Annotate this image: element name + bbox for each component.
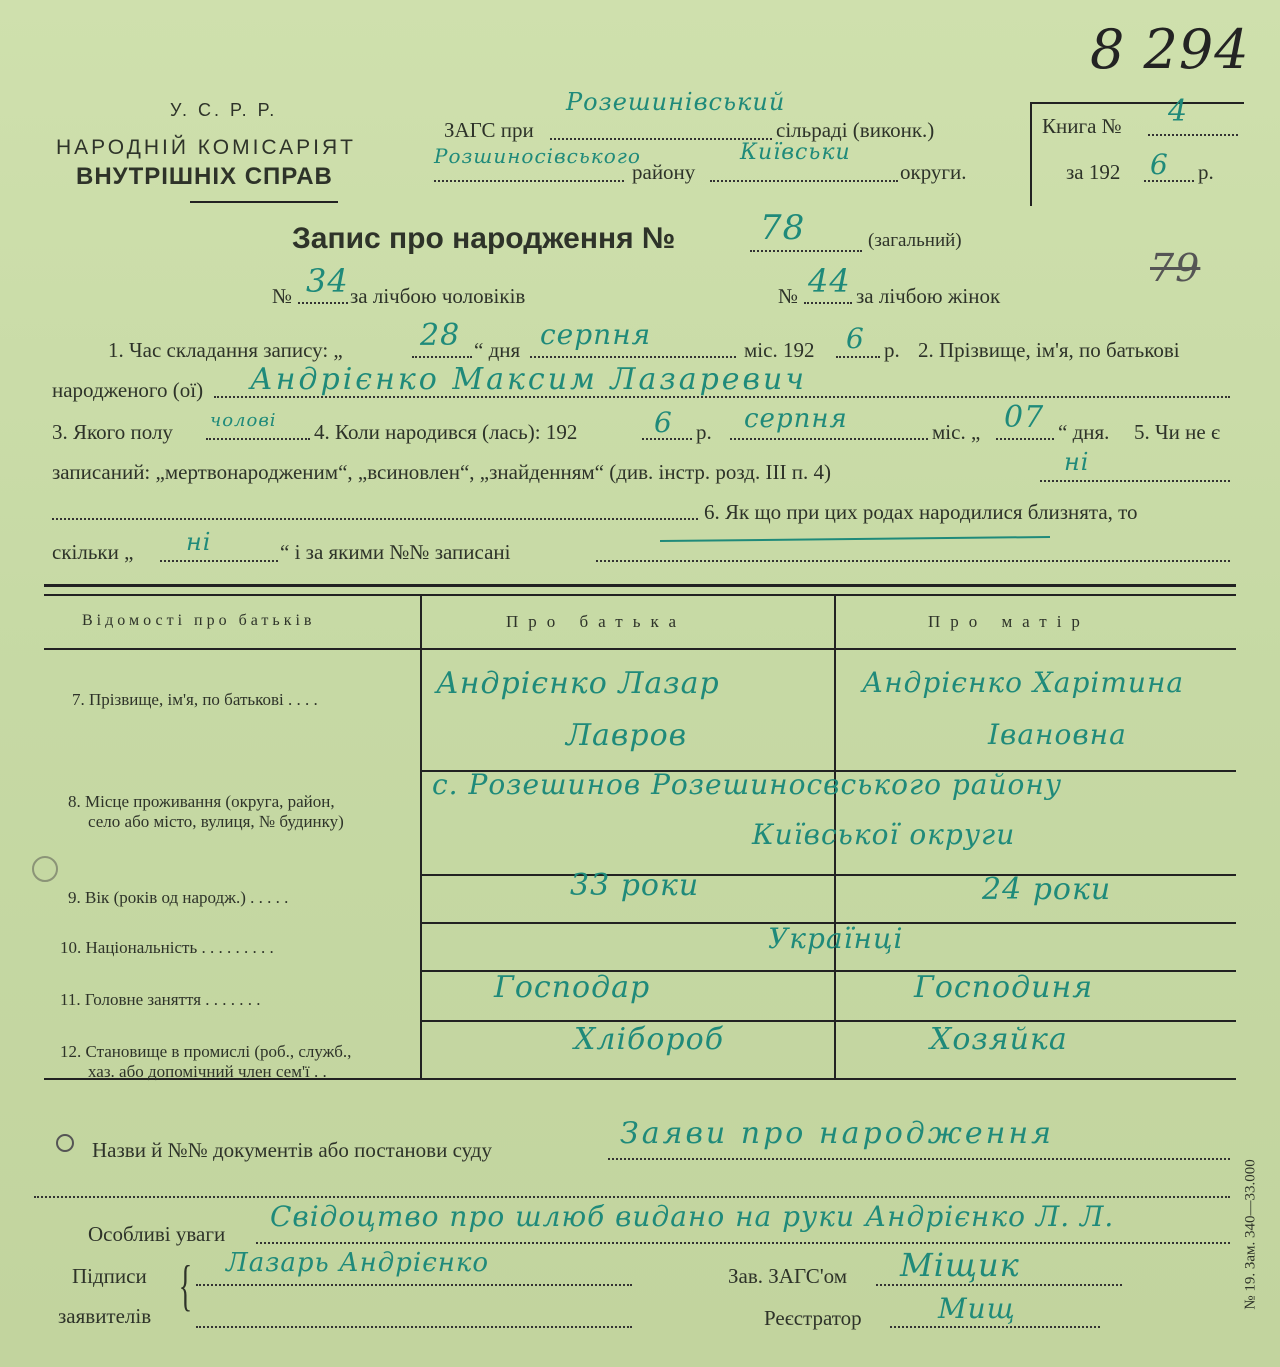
signatures-label-2: заявителів (58, 1304, 152, 1328)
mother-status: Хозяйка (930, 1022, 1068, 1057)
item4-label: 4. Коли народився (лась): 192 (314, 420, 578, 444)
item3-value: чолові (210, 410, 277, 431)
row12-label: 12. Становище в промислі (роб., служб., (60, 1042, 352, 1061)
item4-r: р. (696, 420, 712, 444)
female-count-label: за лічбою жінок (856, 284, 1001, 308)
row12-label2: хаз. або допомічний член сем'ї . . (88, 1062, 327, 1081)
notes-value: Свідоцтво про шлюб видано на руки Андрієнко Л. Л. (270, 1200, 1115, 1233)
mother-occupation: Господиня (914, 970, 1094, 1005)
male-count-value: 34 (306, 262, 349, 300)
item4-day: 07 (1004, 400, 1045, 435)
row11-label: 11. Головне заняття . . . . . . . (60, 990, 261, 1009)
mother-patronymic: Івановна (988, 718, 1127, 751)
female-count-prefix: № (778, 284, 799, 308)
docs-value: Заяви про народження (620, 1116, 1055, 1151)
okrug-value: Київськи (740, 140, 851, 165)
nationality: Українці (768, 922, 904, 955)
okrug-label: округи. (900, 160, 967, 184)
item6-line2a: скільки „ (52, 540, 134, 564)
father-status: Хлібороб (574, 1022, 725, 1057)
zags-head-signature: Міщик (900, 1246, 1020, 1284)
table-top-border (44, 584, 1236, 587)
header-underline (190, 201, 338, 203)
item3-label: 3. Якого полу (52, 420, 173, 444)
female-count-value: 44 (808, 262, 851, 300)
commissariat-line-2: ВНУТРІШНІХ СПРАВ (76, 163, 333, 190)
book-year-digit: 6 (1150, 148, 1169, 181)
father-name: Андрієнко Лазар (436, 666, 720, 701)
item1-mis: міс. 192 (744, 338, 815, 362)
item2-sub-label: народженого (ої) (52, 378, 204, 402)
record-number-suffix: (загальний) (868, 230, 962, 251)
registrar-label: Реєстратор (764, 1306, 862, 1330)
mother-age: 24 роки (982, 872, 1112, 907)
state-label: У. С. Р. Р. (170, 100, 278, 120)
item6-line2b: “ і за якими №№ записані (280, 540, 511, 564)
residence-line-1: с. Розешинов Розешиносвського району (432, 768, 1063, 801)
district-value: Розшиносівського (434, 144, 641, 168)
item1-year: 6 (846, 322, 865, 355)
table-header-father: Про батька (506, 612, 687, 631)
item1-month: серпня (540, 318, 652, 351)
residence-line-2: Київської округи (752, 818, 1016, 851)
item2-value: Андрієнко Максим Лазаревич (250, 362, 807, 397)
item1-day-suffix: “ дня (474, 338, 521, 362)
book-label: Книга № (1042, 114, 1122, 138)
record-number: 78 (760, 208, 806, 248)
male-count-label: за лічбою чоловіків (350, 284, 526, 308)
book-number: 4 (1168, 94, 1189, 129)
row10-label: 10. Національність . . . . . . . . . (60, 938, 274, 957)
side-number: 79 (1150, 246, 1201, 290)
archive-number: 8 294 (1090, 18, 1250, 81)
signatures-label-1: Підписи (72, 1264, 147, 1288)
commissariat-line-1: НАРОДНІЙ КОМІСАРІЯТ (56, 136, 356, 159)
item5-line2: записаний: „мертвонародженим“, „всиновлен“, „знайденням“ (див. інстр. розд. III п. 4) (52, 460, 831, 484)
table-divider-1 (420, 594, 422, 1078)
item1-day: 28 (420, 318, 461, 353)
item6-label: 6. Як що при цих родах народилися близнята, то (704, 500, 1138, 524)
row8-label2: село або місто, вулиця, № будинку) (88, 812, 344, 831)
applicant-signature: Лазарь Андрієнко (226, 1248, 490, 1278)
zags-prefix: ЗАГС при (444, 118, 534, 142)
item1-label: 1. Час складання запису: „ (108, 338, 343, 362)
male-count-prefix: № (272, 284, 293, 308)
zags-village-value: Розешинівський (566, 88, 786, 116)
district-label: району (632, 160, 696, 184)
row7-label: 7. Прізвище, ім'я, по батькові . . . . (72, 690, 318, 709)
item6-strike-line (660, 536, 1050, 542)
registrar-signature: Мищ (938, 1292, 1016, 1325)
book-year-prefix: за 192 (1066, 160, 1121, 184)
zags-suffix: сільраді (виконк.) (776, 118, 935, 142)
record-title: Запис про народження № (292, 222, 676, 255)
binding-hole (56, 1134, 74, 1152)
item4-month: серпня (744, 404, 848, 434)
signatures-brace: { (178, 1255, 193, 1317)
table-header-mother: Про матір (928, 612, 1090, 631)
item5-value: ні (1064, 448, 1090, 476)
item2-label: 2. Прізвище, ім'я, по батькові (918, 338, 1180, 362)
docs-label: Назви й №№ документів або постанови суду (92, 1138, 492, 1162)
row9-label: 9. Вік (років од народж.) . . . . . (68, 888, 289, 907)
father-age: 33 роки (570, 868, 700, 903)
print-mark: № 19. Зам. 340—33.000 (1242, 1159, 1259, 1310)
notes-label: Особливі уваги (88, 1222, 226, 1246)
item4-day-suffix: “ дня. (1058, 420, 1110, 444)
row8-label: 8. Місце проживання (округа, район, (68, 792, 335, 811)
mother-name: Андрієнко Харітина (862, 666, 1185, 699)
item4-mis: міс. „ (932, 420, 981, 444)
item1-r: р. (884, 338, 900, 362)
zags-head-label: Зав. ЗАГС'ом (728, 1264, 847, 1288)
book-year-suffix: р. (1198, 160, 1214, 184)
father-occupation: Господар (494, 970, 651, 1005)
item6-value: ні (186, 528, 212, 556)
father-patronymic: Лавров (566, 718, 688, 753)
binding-hole (32, 856, 58, 882)
item4-year: 6 (654, 406, 673, 439)
table-header-parents: Відомості про батьків (82, 612, 316, 629)
item5-label: 5. Чи не є (1134, 420, 1220, 444)
